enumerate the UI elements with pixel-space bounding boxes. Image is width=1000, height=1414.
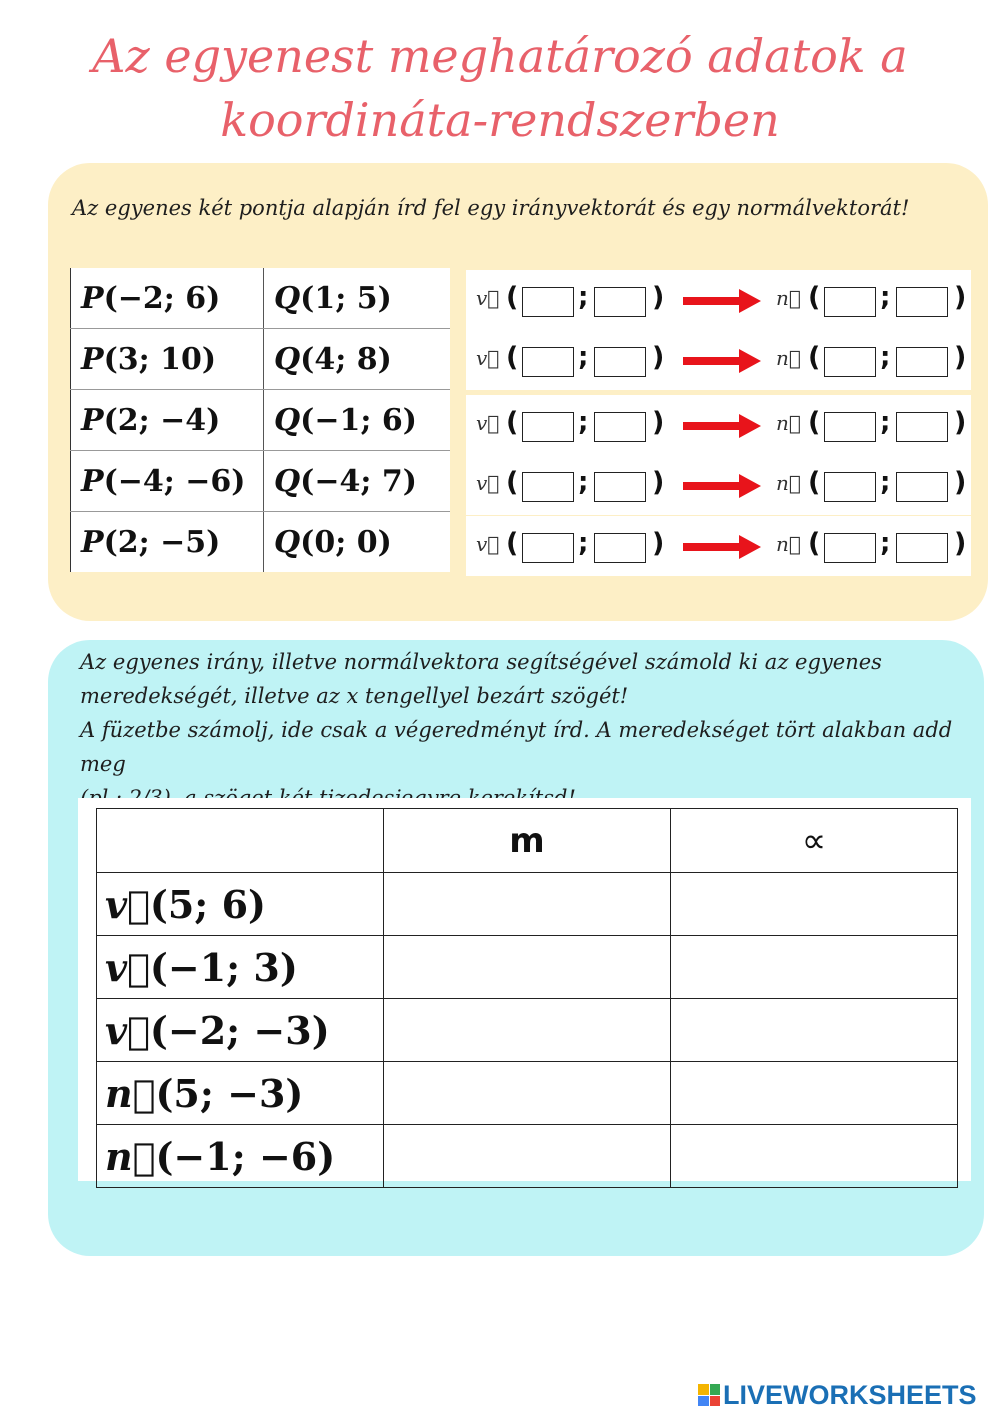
vector-answer-row (466, 395, 971, 455)
q-label: Q (274, 341, 301, 377)
vector-label (97, 1125, 384, 1188)
close-paren: ) (954, 407, 967, 438)
p-coords: (−2; 6) (103, 280, 221, 316)
vector-symbol: n⃗ (105, 1133, 156, 1179)
instruction-line: A füzetbe számolj, ide csak a végeredményt írd. A meredekséget tört alakban add meg (80, 718, 953, 776)
separator: ; (578, 282, 589, 312)
page-title (0, 24, 1000, 152)
vector-group (466, 516, 971, 576)
header-slope: m (384, 809, 671, 873)
points-table (70, 268, 450, 572)
n-x-input[interactable] (824, 472, 876, 502)
normal-vector-symbol: n⃗ (776, 411, 801, 435)
table-row (97, 873, 958, 936)
v-y-input[interactable] (594, 412, 646, 442)
angle-answer-cell[interactable] (671, 999, 958, 1062)
liveworksheets-logo (698, 1380, 977, 1410)
separator: ; (578, 467, 589, 497)
vector-coords: (5; 6) (149, 881, 266, 927)
section2-instruction (80, 645, 960, 815)
normal-vector-symbol: n⃗ (776, 286, 801, 310)
table-row (97, 1125, 958, 1188)
instruction-line: Az egyenes irány, illetve normálvektora segítségével számold ki az egyenes (80, 650, 882, 674)
point-q (264, 451, 451, 512)
q-label: Q (274, 280, 301, 316)
close-paren: ) (652, 528, 665, 559)
open-paren: ( (506, 282, 519, 313)
p-label: P (81, 402, 104, 438)
title-line-2: koordináta-rendszerben (220, 93, 780, 147)
n-x-input[interactable] (824, 412, 876, 442)
n-x-input[interactable] (824, 287, 876, 317)
header-row (97, 809, 958, 873)
open-paren: ( (506, 342, 519, 373)
title-line-1: Az egyenest meghatározó adatok a (92, 29, 908, 83)
angle-answer-cell[interactable] (671, 1062, 958, 1125)
point-p (71, 512, 264, 573)
n-y-input[interactable] (896, 533, 948, 563)
q-label: Q (274, 463, 301, 499)
n-x-input[interactable] (824, 533, 876, 563)
separator: ; (880, 407, 891, 437)
close-paren: ) (954, 282, 967, 313)
vector-symbol: v⃗ (105, 1007, 150, 1053)
normal-vector-symbol: n⃗ (776, 471, 801, 495)
direction-vector-symbol: v⃗ (476, 411, 500, 435)
vector-label (97, 873, 384, 936)
red-arrow-icon (683, 413, 761, 439)
v-y-input[interactable] (594, 287, 646, 317)
q-coords: (4; 8) (300, 341, 392, 377)
open-paren: ( (808, 407, 821, 438)
vector-coords: (−1; 3) (149, 944, 298, 990)
open-paren: ( (506, 407, 519, 438)
n-y-input[interactable] (896, 287, 948, 317)
p-coords: (2; −4) (103, 402, 221, 438)
normal-vector-symbol: n⃗ (776, 532, 801, 556)
point-q (264, 268, 451, 329)
vector-answer-row (466, 330, 971, 390)
vector-answer-row (466, 516, 971, 576)
vector-symbol: n⃗ (105, 1070, 156, 1116)
vector-coords: (5; −3) (155, 1070, 304, 1116)
vector-label (97, 936, 384, 999)
p-coords: (−4; −6) (103, 463, 246, 499)
points-row (71, 390, 451, 451)
separator: ; (578, 407, 589, 437)
vector-answer-row (466, 270, 971, 330)
direction-vector-symbol: v⃗ (476, 471, 500, 495)
vector-symbol: v⃗ (105, 881, 150, 927)
vector-group (466, 395, 971, 515)
v-x-input[interactable] (522, 412, 574, 442)
red-arrow-icon (683, 288, 761, 314)
slope-angle-table (96, 808, 958, 1188)
q-label: Q (274, 402, 301, 438)
open-paren: ( (506, 528, 519, 559)
separator: ; (880, 282, 891, 312)
close-paren: ) (954, 342, 967, 373)
close-paren: ) (954, 528, 967, 559)
vector-coords: (−1; −6) (155, 1133, 336, 1179)
point-p (71, 451, 264, 512)
separator: ; (880, 467, 891, 497)
open-paren: ( (808, 342, 821, 373)
slope-answer-cell[interactable] (384, 873, 671, 936)
open-paren: ( (808, 282, 821, 313)
points-row (71, 451, 451, 512)
normal-vector-symbol: n⃗ (776, 346, 801, 370)
table-row (97, 1062, 958, 1125)
point-q (264, 512, 451, 573)
section1-instruction: Az egyenes két pontja alapján írd fel egy irányvektorát és egy normálvektorát! (72, 196, 910, 220)
point-p (71, 268, 264, 329)
v-y-input[interactable] (594, 472, 646, 502)
brand-text: LIVEWORKSHEETS (723, 1379, 977, 1410)
table-row (97, 999, 958, 1062)
vector-group (466, 270, 971, 390)
close-paren: ) (954, 467, 967, 498)
slope-answer-cell[interactable] (384, 936, 671, 999)
slope-answer-cell[interactable] (384, 1125, 671, 1188)
angle-answer-cell[interactable] (671, 873, 958, 936)
open-paren: ( (808, 467, 821, 498)
v-y-input[interactable] (594, 533, 646, 563)
v-y-input[interactable] (594, 347, 646, 377)
p-coords: (3; 10) (103, 341, 217, 377)
separator: ; (880, 528, 891, 558)
p-label: P (81, 463, 104, 499)
point-q (264, 329, 451, 390)
close-paren: ) (652, 407, 665, 438)
q-coords: (1; 5) (300, 280, 392, 316)
p-label: P (81, 280, 104, 316)
p-coords: (2; −5) (103, 524, 221, 560)
q-coords: (0; 0) (300, 524, 392, 560)
direction-vector-symbol: v⃗ (476, 532, 500, 556)
points-row (71, 512, 451, 573)
slope-answer-cell[interactable] (384, 1062, 671, 1125)
n-y-input[interactable] (896, 412, 948, 442)
vector-answer-row (466, 455, 971, 515)
close-paren: ) (652, 342, 665, 373)
angle-answer-cell[interactable] (671, 1125, 958, 1188)
q-coords: (−4; 7) (300, 463, 417, 499)
table-row (97, 936, 958, 999)
vector-coords: (−2; −3) (149, 1007, 330, 1053)
q-label: Q (274, 524, 301, 560)
slope-answer-cell[interactable] (384, 999, 671, 1062)
point-q (264, 390, 451, 451)
n-y-input[interactable] (896, 472, 948, 502)
separator: ; (578, 342, 589, 372)
n-y-input[interactable] (896, 347, 948, 377)
points-row (71, 329, 451, 390)
v-x-input[interactable] (522, 533, 574, 563)
vector-label (97, 1062, 384, 1125)
vector-label (97, 999, 384, 1062)
close-paren: ) (652, 282, 665, 313)
v-x-input[interactable] (522, 287, 574, 317)
point-p (71, 329, 264, 390)
red-arrow-icon (683, 534, 761, 560)
point-p (71, 390, 264, 451)
open-paren: ( (808, 528, 821, 559)
instruction-line: meredekségét, illetve az x tengellyel bezárt szögét! (80, 684, 629, 708)
angle-answer-cell[interactable] (671, 936, 958, 999)
points-row (71, 268, 451, 329)
v-x-input[interactable] (522, 472, 574, 502)
q-coords: (−1; 6) (300, 402, 417, 438)
separator: ; (880, 342, 891, 372)
direction-vector-symbol: v⃗ (476, 346, 500, 370)
close-paren: ) (652, 467, 665, 498)
liveworksheets-logo-icon (698, 1384, 720, 1406)
vector-symbol: v⃗ (105, 944, 150, 990)
p-label: P (81, 524, 104, 560)
open-paren: ( (506, 467, 519, 498)
v-x-input[interactable] (522, 347, 574, 377)
header-angle: ∝ (671, 809, 958, 873)
direction-vector-symbol: v⃗ (476, 286, 500, 310)
red-arrow-icon (683, 348, 761, 374)
red-arrow-icon (683, 473, 761, 499)
separator: ; (578, 528, 589, 558)
header-empty (97, 809, 384, 873)
p-label: P (81, 341, 104, 377)
n-x-input[interactable] (824, 347, 876, 377)
